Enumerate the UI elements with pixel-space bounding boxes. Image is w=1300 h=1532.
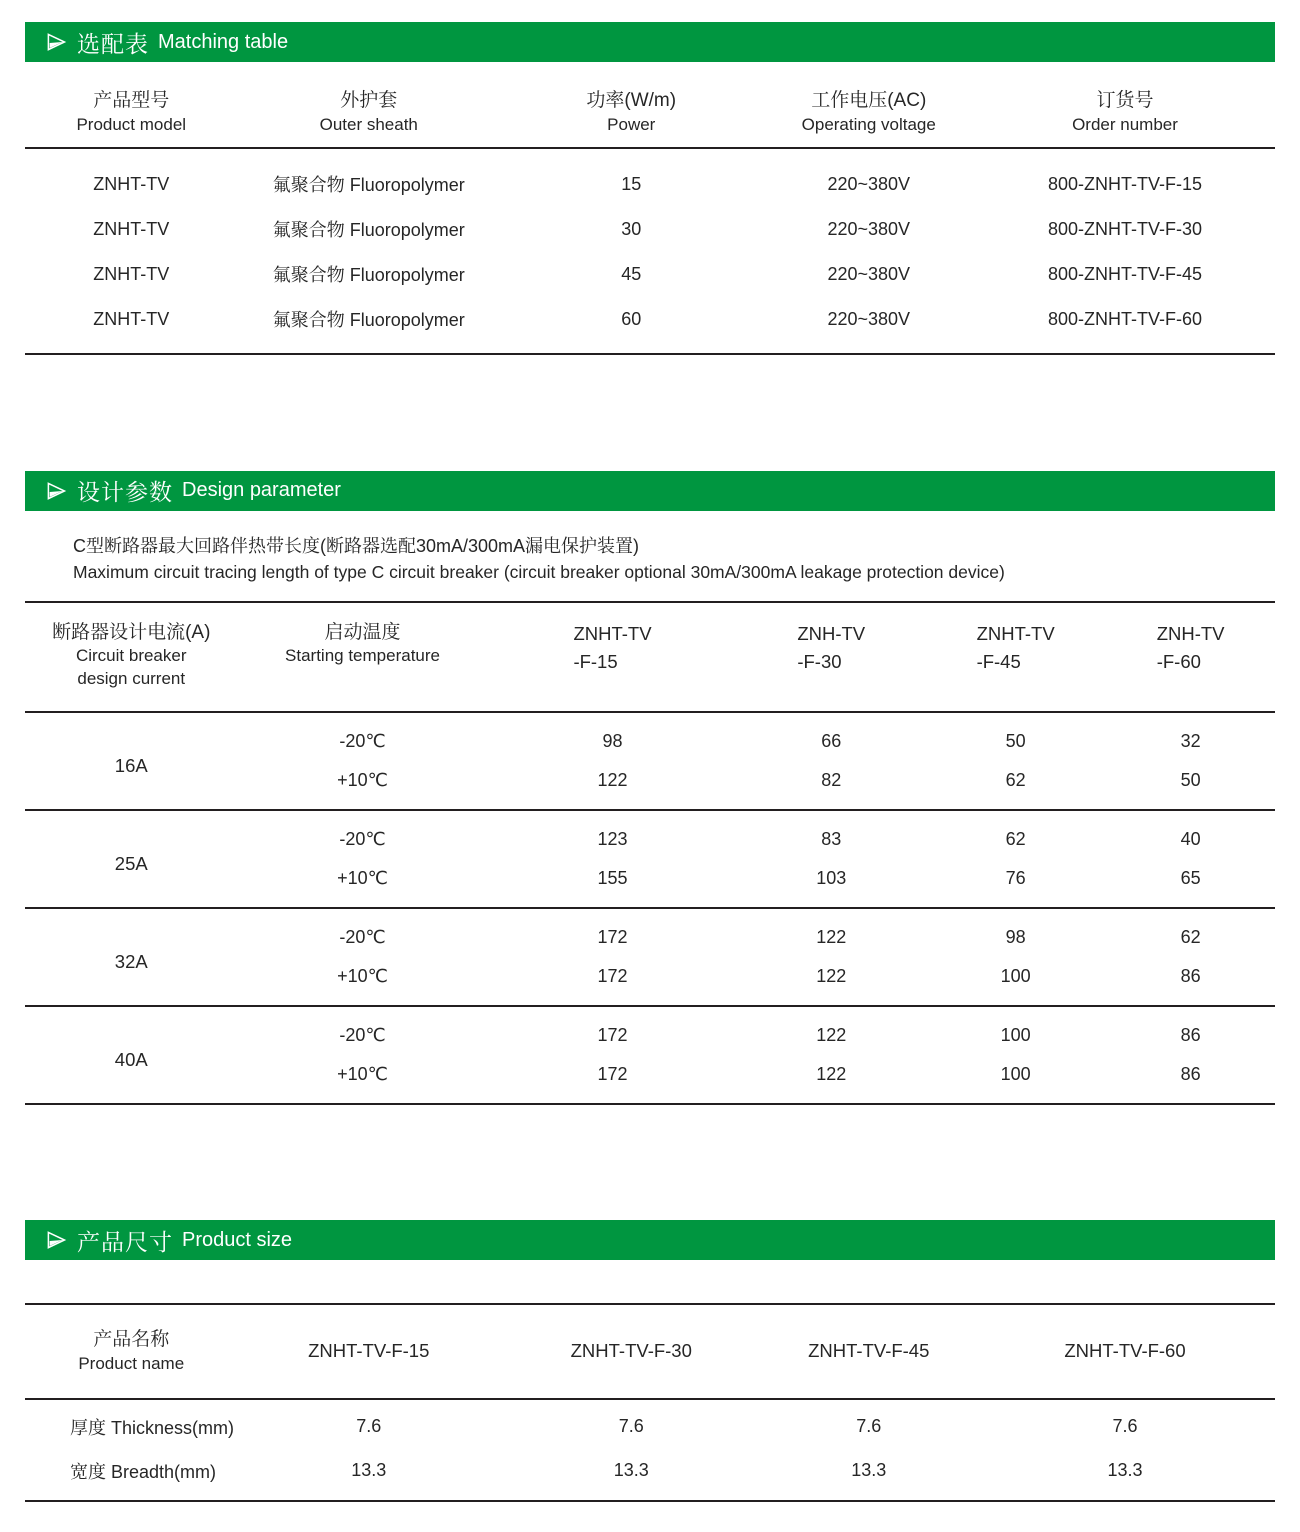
col-header-en: Operating voltage xyxy=(801,114,936,134)
breadth-label: 宽度 Breadth(mm) xyxy=(70,1461,217,1482)
length-cell: 65 xyxy=(1180,868,1201,889)
length-cell: 172 xyxy=(597,927,628,948)
matching-header-row xyxy=(25,80,1275,148)
product-model-cell: ZNHT-TV xyxy=(93,218,170,239)
col-header-product-model xyxy=(25,80,238,148)
section-header-design xyxy=(25,471,1275,511)
voltage-cell: 220~380V xyxy=(827,263,911,284)
order-number-cell: 800-ZNHT-TV-F-45 xyxy=(1047,263,1203,284)
voltage-cell: 220~380V xyxy=(827,173,911,194)
section-title-cn: 选配表 xyxy=(77,30,149,57)
product-model-cell: ZNHT-TV xyxy=(93,173,170,194)
breadth-cell: 13.3 xyxy=(613,1460,649,1481)
power-cell: 45 xyxy=(621,263,642,284)
order-number-cell: 800-ZNHT-TV-F-30 xyxy=(1047,218,1203,239)
col-header-model-f30: ZNHT-TV-F-30 xyxy=(500,1304,763,1399)
section-title-cn: 设计参数 xyxy=(77,479,173,506)
length-cell: 86 xyxy=(1180,1025,1201,1046)
matching-table xyxy=(25,80,1275,355)
length-cell: 40 xyxy=(1180,829,1201,850)
length-cell: 172 xyxy=(597,966,628,987)
arrowhead-icon xyxy=(45,1229,67,1251)
design-group-25a xyxy=(25,810,1275,908)
design-group-40a xyxy=(25,1006,1275,1104)
col-header-cn: 产品名称 xyxy=(93,1329,170,1351)
voltage-cell: 220~380V xyxy=(827,308,911,329)
power-cell: 60 xyxy=(621,308,642,329)
breaker-current-cell: 25A xyxy=(114,852,148,874)
size-table-row xyxy=(25,1449,1275,1501)
design-row xyxy=(25,1006,1275,1055)
model-line2: -F-30 xyxy=(797,651,842,673)
length-cell: 155 xyxy=(597,868,628,889)
col-header-cn: 产品型号 xyxy=(93,90,170,111)
breaker-current-cell: 32A xyxy=(114,950,148,972)
power-cell: 15 xyxy=(621,173,642,194)
length-cell: 82 xyxy=(821,770,842,791)
size-header-row xyxy=(25,1304,1275,1399)
thickness-cell: 7.6 xyxy=(856,1416,882,1437)
matching-table-row xyxy=(25,148,1275,207)
col-header-operating-voltage xyxy=(763,80,976,148)
col-header-en: Product model xyxy=(76,114,187,134)
length-cell: 100 xyxy=(1000,1025,1031,1046)
breaker-current-cell: 40A xyxy=(114,1048,148,1070)
voltage-cell: 220~380V xyxy=(827,218,911,239)
thickness-cell: 7.6 xyxy=(618,1416,644,1437)
breaker-current-cell: 16A xyxy=(114,754,148,776)
temperature-cell: +10℃ xyxy=(337,770,388,791)
length-cell: 100 xyxy=(1000,966,1031,987)
col-header-en: Circuit breaker xyxy=(75,646,187,666)
col-header-model-f45 xyxy=(925,602,1106,713)
col-header-cn: 工作电压(AC) xyxy=(811,90,927,111)
col-header-product-name xyxy=(25,1304,238,1399)
outer-sheath-cell: 氟聚合物 Fluoropolymer xyxy=(272,175,465,196)
design-group-16a xyxy=(25,712,1275,810)
product-model-cell: ZNHT-TV xyxy=(93,308,170,329)
length-cell: 98 xyxy=(602,731,623,752)
product-model-cell: ZNHT-TV xyxy=(93,263,170,284)
length-cell: 66 xyxy=(821,731,842,752)
order-number-cell: 800-ZNHT-TV-F-60 xyxy=(1047,308,1203,329)
length-cell: 50 xyxy=(1005,731,1026,752)
matching-table-row xyxy=(25,252,1275,297)
design-subtitle-cn: C型断路器最大回路伴热带长度(断路器选配30mA/300mA漏电保护装置) xyxy=(73,535,640,556)
matching-table-row xyxy=(25,297,1275,354)
length-cell: 123 xyxy=(597,829,628,850)
length-cell: 86 xyxy=(1180,1064,1201,1085)
col-header-cn: 功率(W/m) xyxy=(586,90,677,111)
col-header-en: Product name xyxy=(78,1353,185,1373)
length-cell: 76 xyxy=(1005,868,1026,889)
length-cell: 86 xyxy=(1180,966,1201,987)
design-group-32a xyxy=(25,908,1275,1006)
breadth-cell: 13.3 xyxy=(351,1460,387,1481)
section-title-en: Matching table xyxy=(158,30,289,53)
col-header-en: design current xyxy=(77,669,186,689)
col-header-breaker-current xyxy=(25,602,238,713)
length-cell: 62 xyxy=(1005,770,1026,791)
length-cell: 122 xyxy=(816,927,847,948)
matching-table-row xyxy=(25,207,1275,252)
outer-sheath-cell: 氟聚合物 Fluoropolymer xyxy=(272,220,465,241)
temperature-cell: -20℃ xyxy=(339,731,386,752)
length-cell: 98 xyxy=(1005,927,1026,948)
temperature-cell: +10℃ xyxy=(337,966,388,987)
design-subtitle xyxy=(73,533,1275,585)
power-cell: 30 xyxy=(621,218,642,239)
design-row xyxy=(25,908,1275,957)
col-header-power xyxy=(500,80,763,148)
col-header-cn: 断路器设计电流(A) xyxy=(52,621,211,643)
length-cell: 62 xyxy=(1005,829,1026,850)
col-header-en: Starting temperature xyxy=(285,646,440,666)
col-header-en: Power xyxy=(607,114,656,134)
thickness-cell: 7.6 xyxy=(356,1416,382,1437)
col-header-outer-sheath xyxy=(238,80,501,148)
length-cell: 172 xyxy=(597,1064,628,1085)
col-header-model-f30 xyxy=(738,602,926,713)
thickness-label: 厚度 Thickness(mm) xyxy=(70,1417,235,1438)
section-title-en: Product size xyxy=(182,1228,293,1251)
length-cell: 172 xyxy=(597,1025,628,1046)
outer-sheath-cell: 氟聚合物 Fluoropolymer xyxy=(272,310,465,331)
section-title-cn: 产品尺寸 xyxy=(77,1228,173,1255)
model-line1: ZNHT-TV xyxy=(976,622,1055,644)
length-cell: 122 xyxy=(816,1064,847,1085)
length-cell: 32 xyxy=(1180,731,1201,752)
col-header-cn: 启动温度 xyxy=(324,621,401,643)
col-header-order-number xyxy=(975,80,1275,148)
size-table-row xyxy=(25,1399,1275,1449)
model-line1: ZNH-TV xyxy=(1156,622,1225,644)
col-header-model-f45: ZNHT-TV-F-45 xyxy=(763,1304,976,1399)
model-line1: ZNH-TV xyxy=(797,622,866,644)
length-cell: 50 xyxy=(1180,770,1201,791)
design-row xyxy=(25,712,1275,761)
product-size-table xyxy=(25,1303,1275,1502)
col-header-model-f15: ZNHT-TV-F-15 xyxy=(238,1304,501,1399)
col-header-starting-temperature xyxy=(238,602,488,713)
col-header-en: Outer sheath xyxy=(319,114,418,134)
temperature-cell: -20℃ xyxy=(339,927,386,948)
outer-sheath-cell: 氟聚合物 Fluoropolymer xyxy=(272,265,465,286)
length-cell: 122 xyxy=(816,966,847,987)
length-cell: 103 xyxy=(816,868,847,889)
order-number-cell: 800-ZNHT-TV-F-15 xyxy=(1047,173,1203,194)
thickness-cell: 7.6 xyxy=(1112,1416,1138,1437)
length-cell: 122 xyxy=(816,1025,847,1046)
model-line1: ZNHT-TV xyxy=(573,622,652,644)
arrowhead-icon xyxy=(45,480,67,502)
design-row xyxy=(25,810,1275,859)
design-subtitle-en: Maximum circuit tracing length of type C circuit breaker (circuit breaker optional 30mA/300mA leakage protection device) xyxy=(73,561,1005,582)
col-header-en: Order number xyxy=(1072,114,1178,134)
length-cell: 62 xyxy=(1180,927,1201,948)
model-line2: -F-60 xyxy=(1156,651,1201,673)
temperature-cell: +10℃ xyxy=(337,1064,388,1085)
col-header-model-f60 xyxy=(1106,602,1275,713)
breadth-cell: 13.3 xyxy=(1107,1460,1143,1481)
design-header-row xyxy=(25,602,1275,713)
section-header-matching xyxy=(25,22,1275,62)
length-cell: 83 xyxy=(821,829,842,850)
temperature-cell: -20℃ xyxy=(339,1025,386,1046)
col-header-model-f15 xyxy=(488,602,738,713)
col-header-cn: 外护套 xyxy=(340,90,398,111)
section-title-en: Design parameter xyxy=(182,479,341,502)
temperature-cell: -20℃ xyxy=(339,829,386,850)
model-line2: -F-45 xyxy=(976,651,1021,673)
length-cell: 122 xyxy=(597,770,628,791)
arrowhead-icon xyxy=(45,31,67,53)
temperature-cell: +10℃ xyxy=(337,868,388,889)
breadth-cell: 13.3 xyxy=(851,1460,887,1481)
design-parameter-table xyxy=(25,601,1275,1106)
model-line2: -F-15 xyxy=(573,651,618,673)
col-header-cn: 订货号 xyxy=(1096,90,1154,111)
col-header-model-f60: ZNHT-TV-F-60 xyxy=(975,1304,1275,1399)
length-cell: 100 xyxy=(1000,1064,1031,1085)
section-header-size xyxy=(25,1220,1275,1260)
